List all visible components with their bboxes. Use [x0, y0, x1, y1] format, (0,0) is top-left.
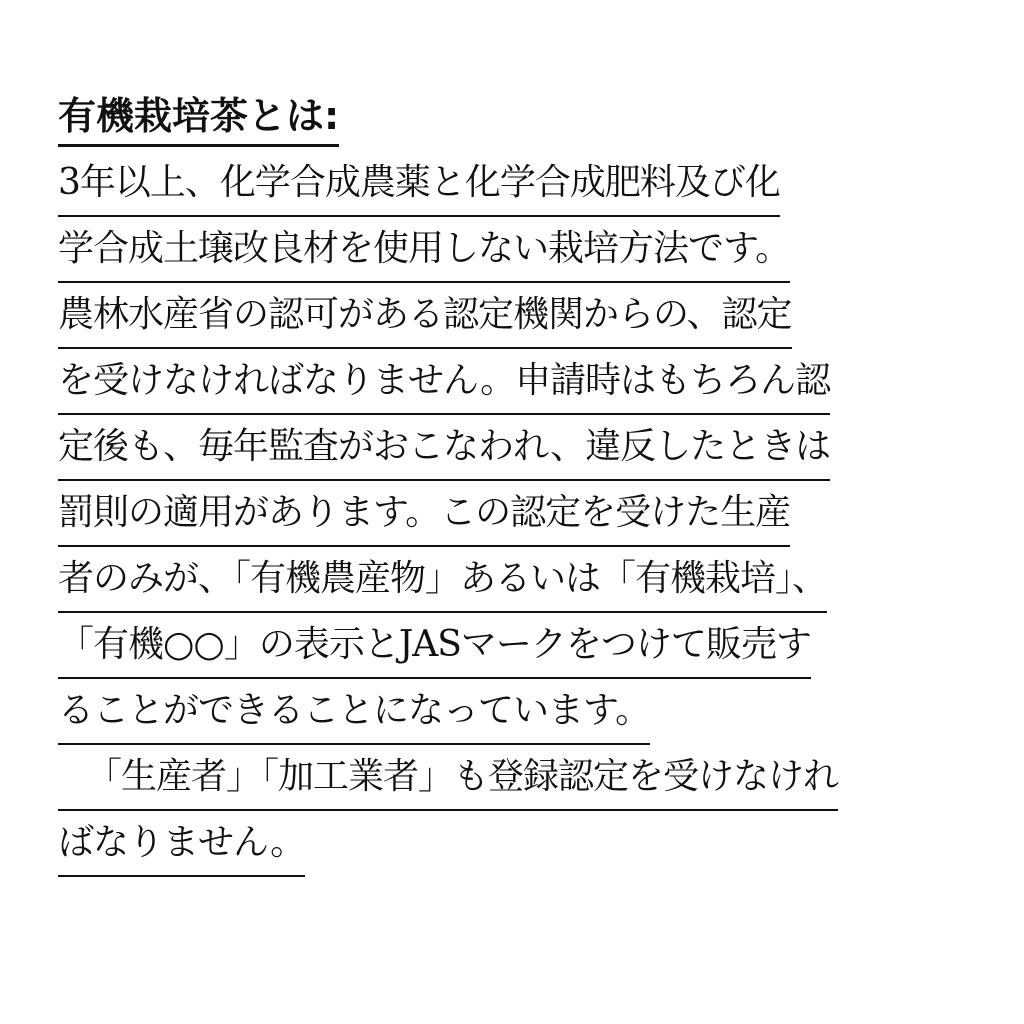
- text-line-2: 学合成土壌改良材を使用しない栽培方法です。: [58, 217, 790, 283]
- text-line-7: 者のみが、「有機農産物」あるいは「有機栽培」、: [58, 547, 827, 613]
- text-line-4: を受けなければなりません。申請時はもちろん認: [58, 349, 830, 415]
- text-line-11: ばなりません。: [58, 811, 305, 877]
- text-line-1: 3年以上、化学合成農薬と化学合成肥料及び化: [58, 151, 780, 217]
- document-heading: 有機栽培茶とは:: [58, 88, 339, 147]
- text-line-6: 罰則の適用があります。この認定を受けた生産: [58, 481, 790, 547]
- paragraph: [58, 151, 978, 877]
- text-line-9: ることができることになっています。: [58, 679, 650, 745]
- text-line-10: 「生産者」「加工業者」も登録認定を受けなけれ: [58, 745, 838, 811]
- text-line-5: 定後も、毎年監査がおこなわれ、違反したときは: [58, 415, 830, 481]
- text-line-8: 「有機○○」の表示とJASマークをつけて販売す: [58, 613, 811, 679]
- text-line-3: 農林水産省の認可がある認定機関からの、認定: [58, 283, 792, 349]
- document-body: [58, 88, 978, 877]
